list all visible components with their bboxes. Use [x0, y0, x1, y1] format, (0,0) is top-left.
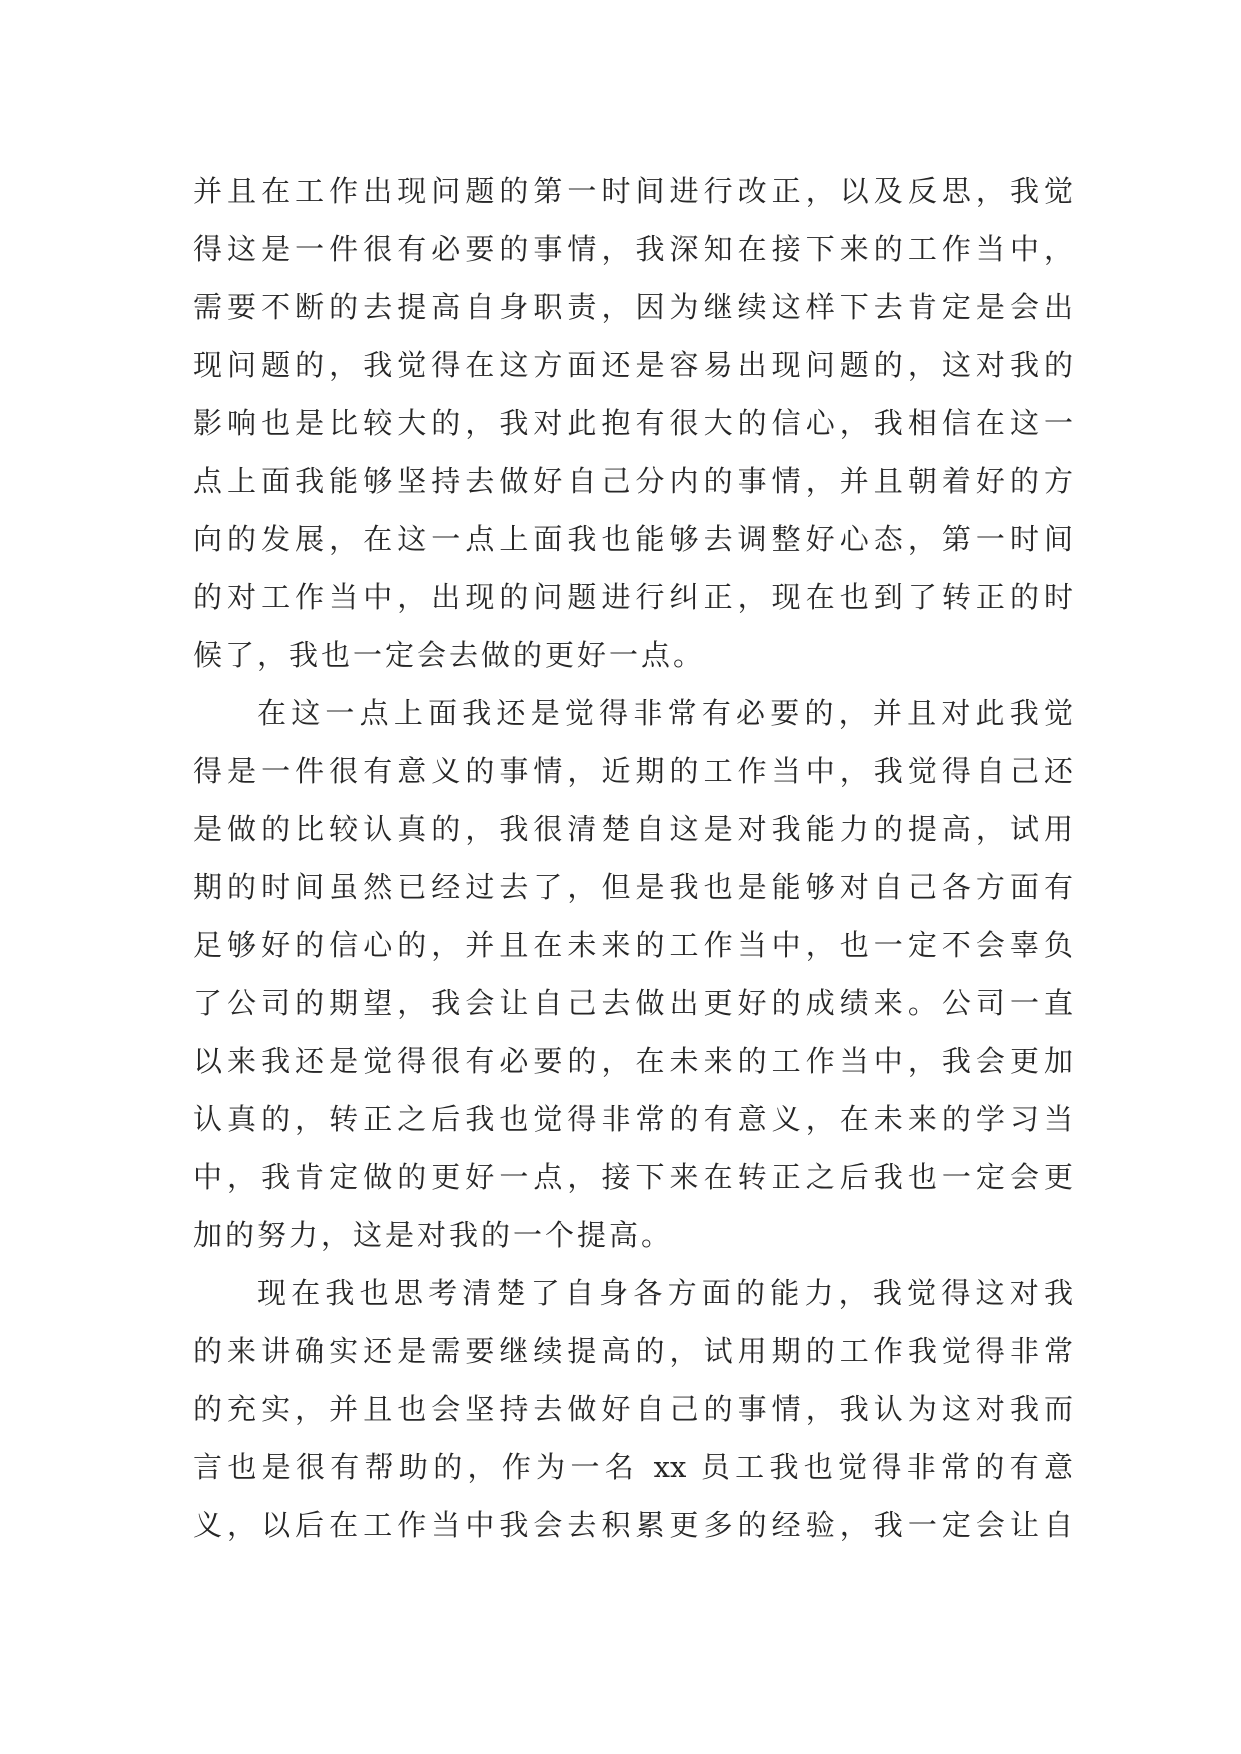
- paragraph-2-line-4: 期的时间虽然已经过去了，但是我也是能够对自己各方面有: [193, 870, 1073, 904]
- paragraph-2-line-8: 认真的，转正之后我也觉得非常的有意义，在未来的学习当: [193, 1102, 1073, 1136]
- paragraph-1-line-4: 现问题的，我觉得在这方面还是容易出现问题的，这对我的: [193, 348, 1073, 382]
- paragraph-1-line-7: 向的发展，在这一点上面我也能够去调整好心态，第一时间: [193, 522, 1073, 556]
- paragraph-2-line-6: 了公司的期望，我会让自己去做出更好的成绩来。公司一直: [193, 986, 1073, 1020]
- paragraph-3-line-4: 言也是很有帮助的，作为一名 xx 员工我也觉得非常的有意: [193, 1450, 1073, 1484]
- paragraph-2-line-2: 得是一件很有意义的事情，近期的工作当中，我觉得自己还: [193, 754, 1073, 788]
- paragraph-1-line-9: 候了，我也一定会去做的更好一点。: [193, 638, 706, 672]
- paragraph-1-line-3: 需要不断的去提高自身职责，因为继续这样下去肯定是会出: [193, 290, 1073, 324]
- paragraph-2-line-7: 以来我还是觉得很有必要的，在未来的工作当中，我会更加: [193, 1044, 1073, 1078]
- paragraph-3-line-2: 的来讲确实还是需要继续提高的，试用期的工作我觉得非常: [193, 1334, 1073, 1368]
- paragraph-1-line-1: 并且在工作出现问题的第一时间进行改正，以及反思，我觉: [193, 174, 1073, 208]
- paragraph-1-line-6: 点上面我能够坚持去做好自己分内的事情，并且朝着好的方: [193, 464, 1073, 498]
- paragraph-2-line-1: 在这一点上面我还是觉得非常有必要的，并且对此我觉: [257, 696, 1073, 730]
- paragraph-2-line-9: 中，我肯定做的更好一点，接下来在转正之后我也一定会更: [193, 1160, 1073, 1194]
- paragraph-2-line-3: 是做的比较认真的，我很清楚自这是对我能力的提高，试用: [193, 812, 1073, 846]
- paragraph-2-line-10: 加的努力，这是对我的一个提高。: [193, 1218, 674, 1252]
- paragraph-2-line-5: 足够好的信心的，并且在未来的工作当中，也一定不会辜负: [193, 928, 1073, 962]
- paragraph-1-line-8: 的对工作当中，出现的问题进行纠正，现在也到了转正的时: [193, 580, 1073, 614]
- paragraph-3-line-5: 义，以后在工作当中我会去积累更多的经验，我一定会让自: [193, 1508, 1073, 1542]
- paragraph-3-line-1: 现在我也思考清楚了自身各方面的能力，我觉得这对我: [257, 1276, 1073, 1310]
- paragraph-1-line-5: 影响也是比较大的，我对此抱有很大的信心，我相信在这一: [193, 406, 1073, 440]
- body-text: [193, 162, 1073, 1554]
- paragraph-1-line-2: 得这是一件很有必要的事情，我深知在接下来的工作当中，: [193, 232, 1073, 266]
- paragraph-3-line-3: 的充实，并且也会坚持去做好自己的事情，我认为这对我而: [193, 1392, 1073, 1426]
